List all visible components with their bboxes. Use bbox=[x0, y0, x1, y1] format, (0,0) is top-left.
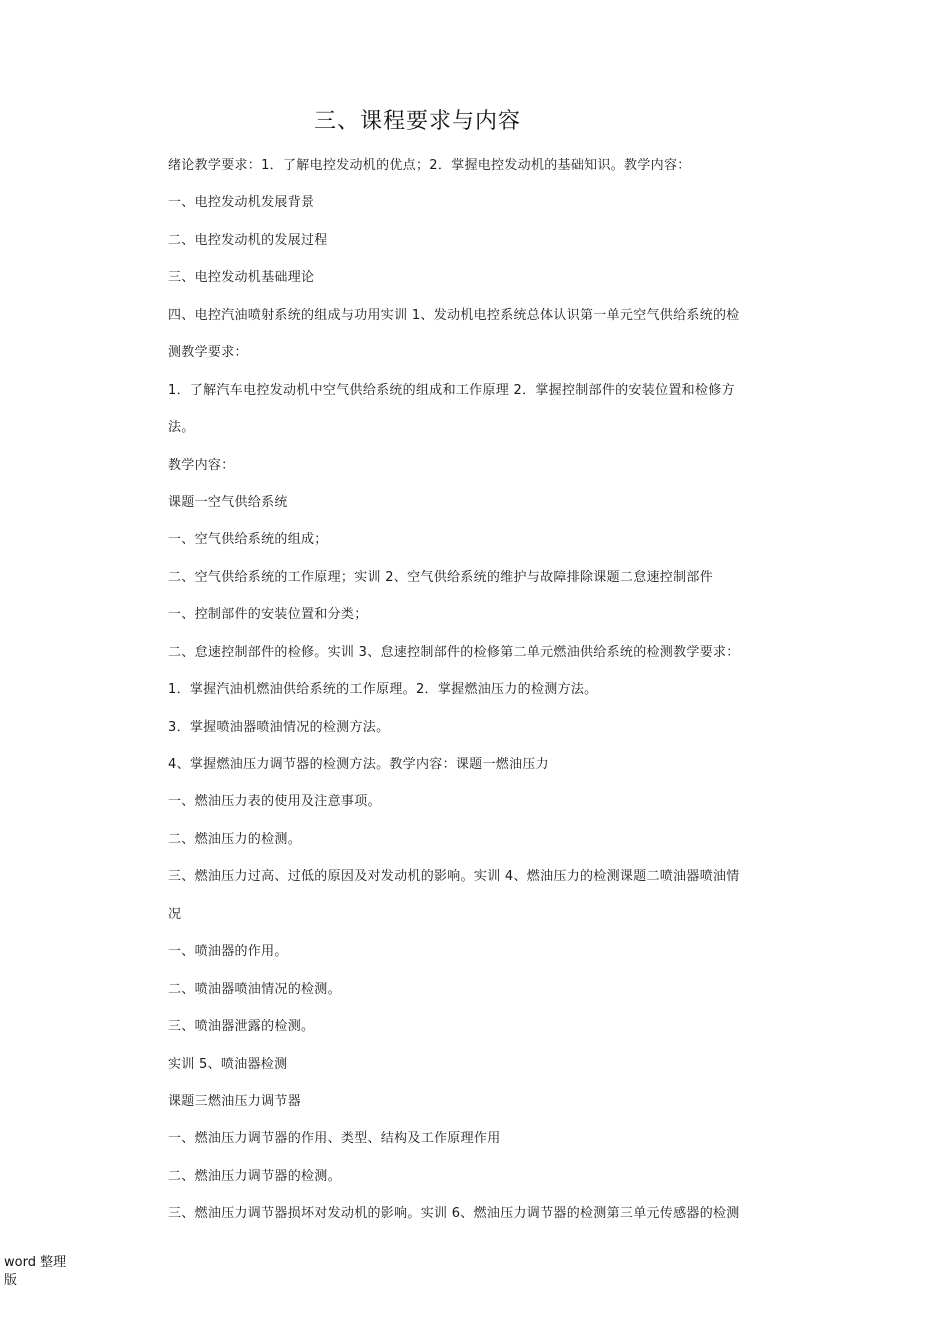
text-line: 一、空气供给系统的组成； bbox=[168, 532, 328, 548]
text-line: 三、燃油压力调节器损坏对发动机的影响。实训 6、燃油压力调节器的检测第三单元传感器的检测 bbox=[168, 1206, 740, 1222]
page-title: 三、课程要求与内容 bbox=[314, 109, 522, 134]
text-line: 二、电控发动机的发展过程 bbox=[168, 232, 328, 248]
document-body bbox=[168, 154, 813, 1240]
text-line: 1．了解汽车电控发动机中空气供给系统的组成和工作原理 2．掌握控制部件的安装位置和检修方 bbox=[168, 382, 735, 398]
text-line: 1．掌握汽油机燃油供给系统的工作原理。2．掌握燃油压力的检测方法。 bbox=[168, 682, 598, 698]
text-line: 教学内容： bbox=[168, 457, 235, 473]
text-line: 测教学要求： bbox=[168, 345, 248, 361]
footer-note: word 整理版 bbox=[4, 1255, 67, 1288]
text-line: 四、电控汽油喷射系统的组成与功用实训 1、发动机电控系统总体认识第一单元空气供给系统的检 bbox=[168, 307, 740, 323]
text-line: 三、燃油压力过高、过低的原因及对发动机的影响。实训 4、燃油压力的检测课题二喷油器喷油情 bbox=[168, 869, 740, 885]
text-line: 二、喷油器喷油情况的检测。 bbox=[168, 981, 341, 997]
text-line: 课题三燃油压力调节器 bbox=[168, 1093, 302, 1109]
text-line: 二、怠速控制部件的检修。实训 3、怠速控制部件的检修第二单元燃油供给系统的检测教学要求： bbox=[168, 644, 740, 660]
text-line: 三、喷油器泄露的检测。 bbox=[168, 1019, 315, 1035]
text-line: 3．掌握喷油器喷油情况的检测方法。 bbox=[168, 719, 390, 735]
text-line: 一、燃油压力表的使用及注意事项。 bbox=[168, 794, 381, 810]
text-line: 二、燃油压力调节器的检测。 bbox=[168, 1168, 341, 1184]
text-line: 绪论教学要求：1．了解电控发动机的优点；2．掌握电控发动机的基础知识。教学内容： bbox=[168, 158, 691, 173]
text-line: 况 bbox=[168, 906, 182, 922]
text-line: 一、燃油压力调节器的作用、类型、结构及工作原理作用 bbox=[168, 1131, 501, 1147]
text-line: 课题一空气供给系统 bbox=[168, 494, 288, 510]
text-line: 一、喷油器的作用。 bbox=[168, 944, 288, 960]
text-line: 一、控制部件的安装位置和分类； bbox=[168, 607, 368, 623]
text-line: 4、掌握燃油压力调节器的检测方法。教学内容：课题一燃油压力 bbox=[168, 757, 549, 772]
text-line: 法。 bbox=[168, 420, 195, 436]
text-line: 一、电控发动机发展背景 bbox=[168, 195, 315, 211]
text-line: 三、电控发动机基础理论 bbox=[168, 270, 315, 286]
text-line: 实训 5、喷油器检测 bbox=[168, 1056, 288, 1072]
text-line: 二、空气供给系统的工作原理；实训 2、空气供给系统的维护与故障排除课题二怠速控制部件 bbox=[168, 569, 714, 585]
text-line: 二、燃油压力的检测。 bbox=[168, 831, 302, 847]
